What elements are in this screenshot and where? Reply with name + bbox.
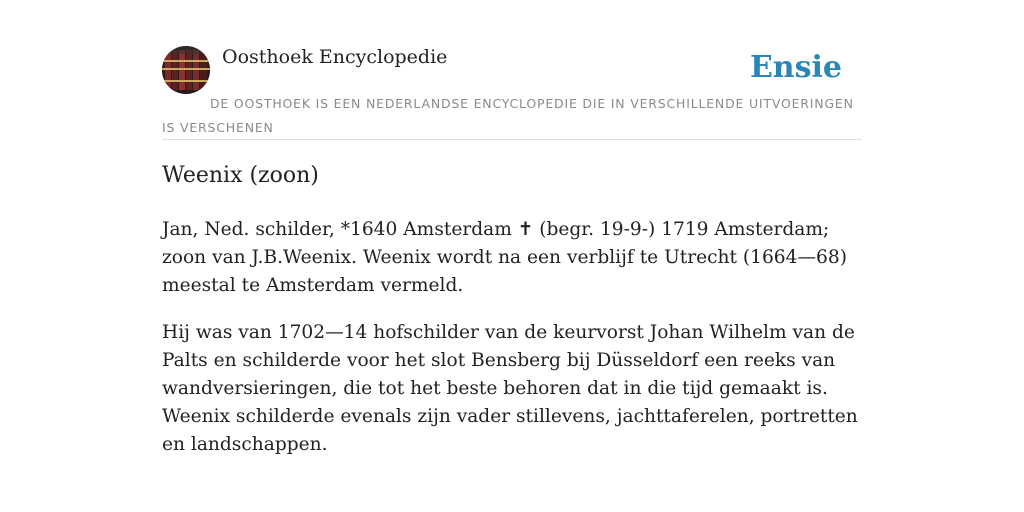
article-body <box>162 216 862 478</box>
article-paragraph: Hij was van 1702—14 hofschilder van de keurvorst Johan Wilhelm van de Palts en schilderde voor het slot Bensberg bij Düsseldorf een reeks van wandversieringen, die tot het beste behoren dat in die tijd gemaakt is. Weenix schilderde evenals zijn vader stillevens, jachttaferelen, portretten en landschappen. <box>162 322 858 455</box>
article-paragraph: Jan, Ned. schilder, *1640 Amsterdam ✝ (begr. 19-9-) 1719 Amsterdam; zoon van J.B.Weenix. Weenix wordt na een verblijf te Utrecht (1664—68) meestal te Amsterdam vermeld. <box>162 219 847 296</box>
ensie-logo-link[interactable]: Ensie <box>749 50 842 85</box>
site-tagline: DE OOSTHOEK IS EEN NEDERLANDSE ENCYCLOPEDIE DIE IN VERSCHILLENDE UITVOERINGEN IS VERSCHENEN <box>162 96 854 135</box>
header-divider <box>162 139 862 140</box>
encyclopedia-books-icon[interactable] <box>162 46 210 94</box>
site-name[interactable]: Oosthoek Encyclopedie <box>222 46 448 68</box>
article-title: Weenix (zoon) <box>162 163 319 188</box>
